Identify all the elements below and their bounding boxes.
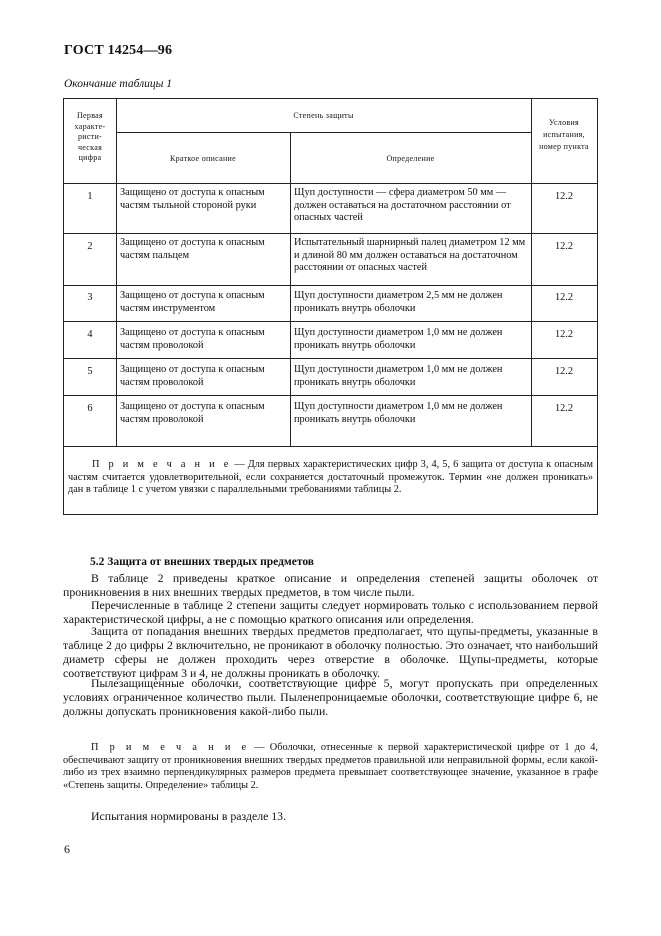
row-4-short: Защищено от доступа к опасным частям проволокой (120, 327, 265, 351)
row-5-definition: Щуп доступности диаметром 1,0 мм не должен проникать внутрь оболочки (294, 364, 503, 388)
header-short-description: Краткое описание (170, 154, 236, 163)
row-6-definition: Щуп доступности диаметром 1,0 мм не должен проникать внутрь оболочки (294, 401, 503, 425)
row-3-definition: Щуп доступности диаметром 2,5 мм не должен проникать внутрь оболочки (294, 290, 503, 314)
section-note-label: П р и м е ч а н и е (91, 742, 250, 753)
tests-reference: Испытания нормированы в разделе 13. (91, 809, 287, 823)
row-1-short: Защищено от доступа к опасным частям тыльной стороной руки (120, 187, 265, 211)
header-degree-of-protection: Степень защиты (293, 111, 354, 120)
row-6-clause: 12.2 (554, 403, 574, 414)
row-4-clause: 12.2 (554, 329, 574, 340)
row-4-definition: Щуп доступности диаметром 1,0 мм не должен проникать внутрь оболочки (294, 327, 503, 351)
row-3-short: Защищено от доступа к опасным частям инструментом (120, 290, 265, 314)
header-test-conditions: Условия испытания, номер пункта (539, 118, 589, 151)
row-2-short: Защищено от доступа к опасным частям пальцем (120, 237, 265, 261)
table-caption: Окончание таблицы 1 (64, 78, 172, 90)
row-5-clause: 12.2 (554, 366, 574, 377)
row-1-definition: Щуп доступности — сфера диаметром 50 мм — должен оставаться на достаточном расстоянии от опасных частей (294, 187, 511, 223)
row-5-short: Защищено от доступа к опасным частям проволокой (120, 364, 265, 388)
section-note-text: — Оболочки, отнесенные к первой характеристической цифре от 1 до 4, обеспечивают защиту от проникновения внешних твердых предметов правильной или неправильной формы, если какой-либо из трех взаимно перпендикулярных размеров предмета превышает соответствующее значение, указанное в графе «Степень защиты. Определение» таблицы 2. (63, 742, 598, 791)
row-3-clause: 12.2 (554, 292, 574, 303)
row-4-digit: 4 (87, 329, 93, 340)
row-1-digit: 1 (87, 191, 93, 202)
row-2-digit: 2 (87, 241, 93, 252)
table-note (68, 459, 593, 497)
row-1-clause: 12.2 (554, 191, 574, 202)
page-number: 6 (64, 842, 70, 856)
section-paragraph: Защита от попадания внешних твердых предметов предполагает, что щупы-предметы, указанные в таблице 2 до цифры 2 включительно, не проникают в оболочку полностью. Это означает, что наибольший диаметр сферы не должен проходить через отверстие в оболочке. Щупы-предметы, которые соответствуют цифрам 3 и 4, не должны проникать в оболочку. (63, 624, 598, 680)
table-note-label: П р и м е ч а н и е (92, 459, 232, 470)
section-paragraph: Пылезащищенные оболочки, соответствующие цифре 5, могут пропускать при определенных условиях ограниченное количество пыли. Пыленепроницаемые оболочки, соответствующие цифре 6, не должны допускать проникновения какой-либо пыли. (63, 676, 598, 718)
row-3-digit: 3 (87, 292, 93, 303)
protection-table (63, 98, 598, 515)
row-6-digit: 6 (87, 403, 93, 414)
document-header: ГОСТ 14254—96 (64, 43, 173, 58)
section-paragraph: Перечисленные в таблице 2 степени защиты следует нормировать только с использованием первой характеристической цифры, а не с помощью краткого описания или определения. (63, 598, 598, 626)
header-first-digit: Первая характе- ристи- ческая цифра (74, 111, 106, 162)
row-2-definition: Испытательный шарнирный палец диаметром 12 мм и длиной 80 мм должен оставаться на достаточном расстоянии от опасных частей (294, 237, 526, 273)
section-note (63, 742, 598, 792)
section-paragraph: В таблице 2 приведены краткое описание и определения степеней защиты оболочек от проникновения в них внешних твердых предметов, в том числе пыли. (63, 571, 598, 599)
table-note-text: — Для первых характеристических цифр 3, 4, 5, 6 защита от доступа к опасным частям считается удовлетворительной, если сохраняется достаточный промежуток. Термин «не должен проникать» дан в таблице 1 с учетом увязки с параллельными требованиями таблицы 2. (68, 459, 593, 495)
row-6-short: Защищено от доступа к опасным частям проволокой (120, 401, 265, 425)
row-2-clause: 12.2 (554, 241, 574, 252)
section-title: 5.2 Защита от внешних твердых предметов (90, 556, 314, 568)
row-5-digit: 5 (87, 366, 93, 377)
header-definition: Определение (386, 154, 435, 163)
